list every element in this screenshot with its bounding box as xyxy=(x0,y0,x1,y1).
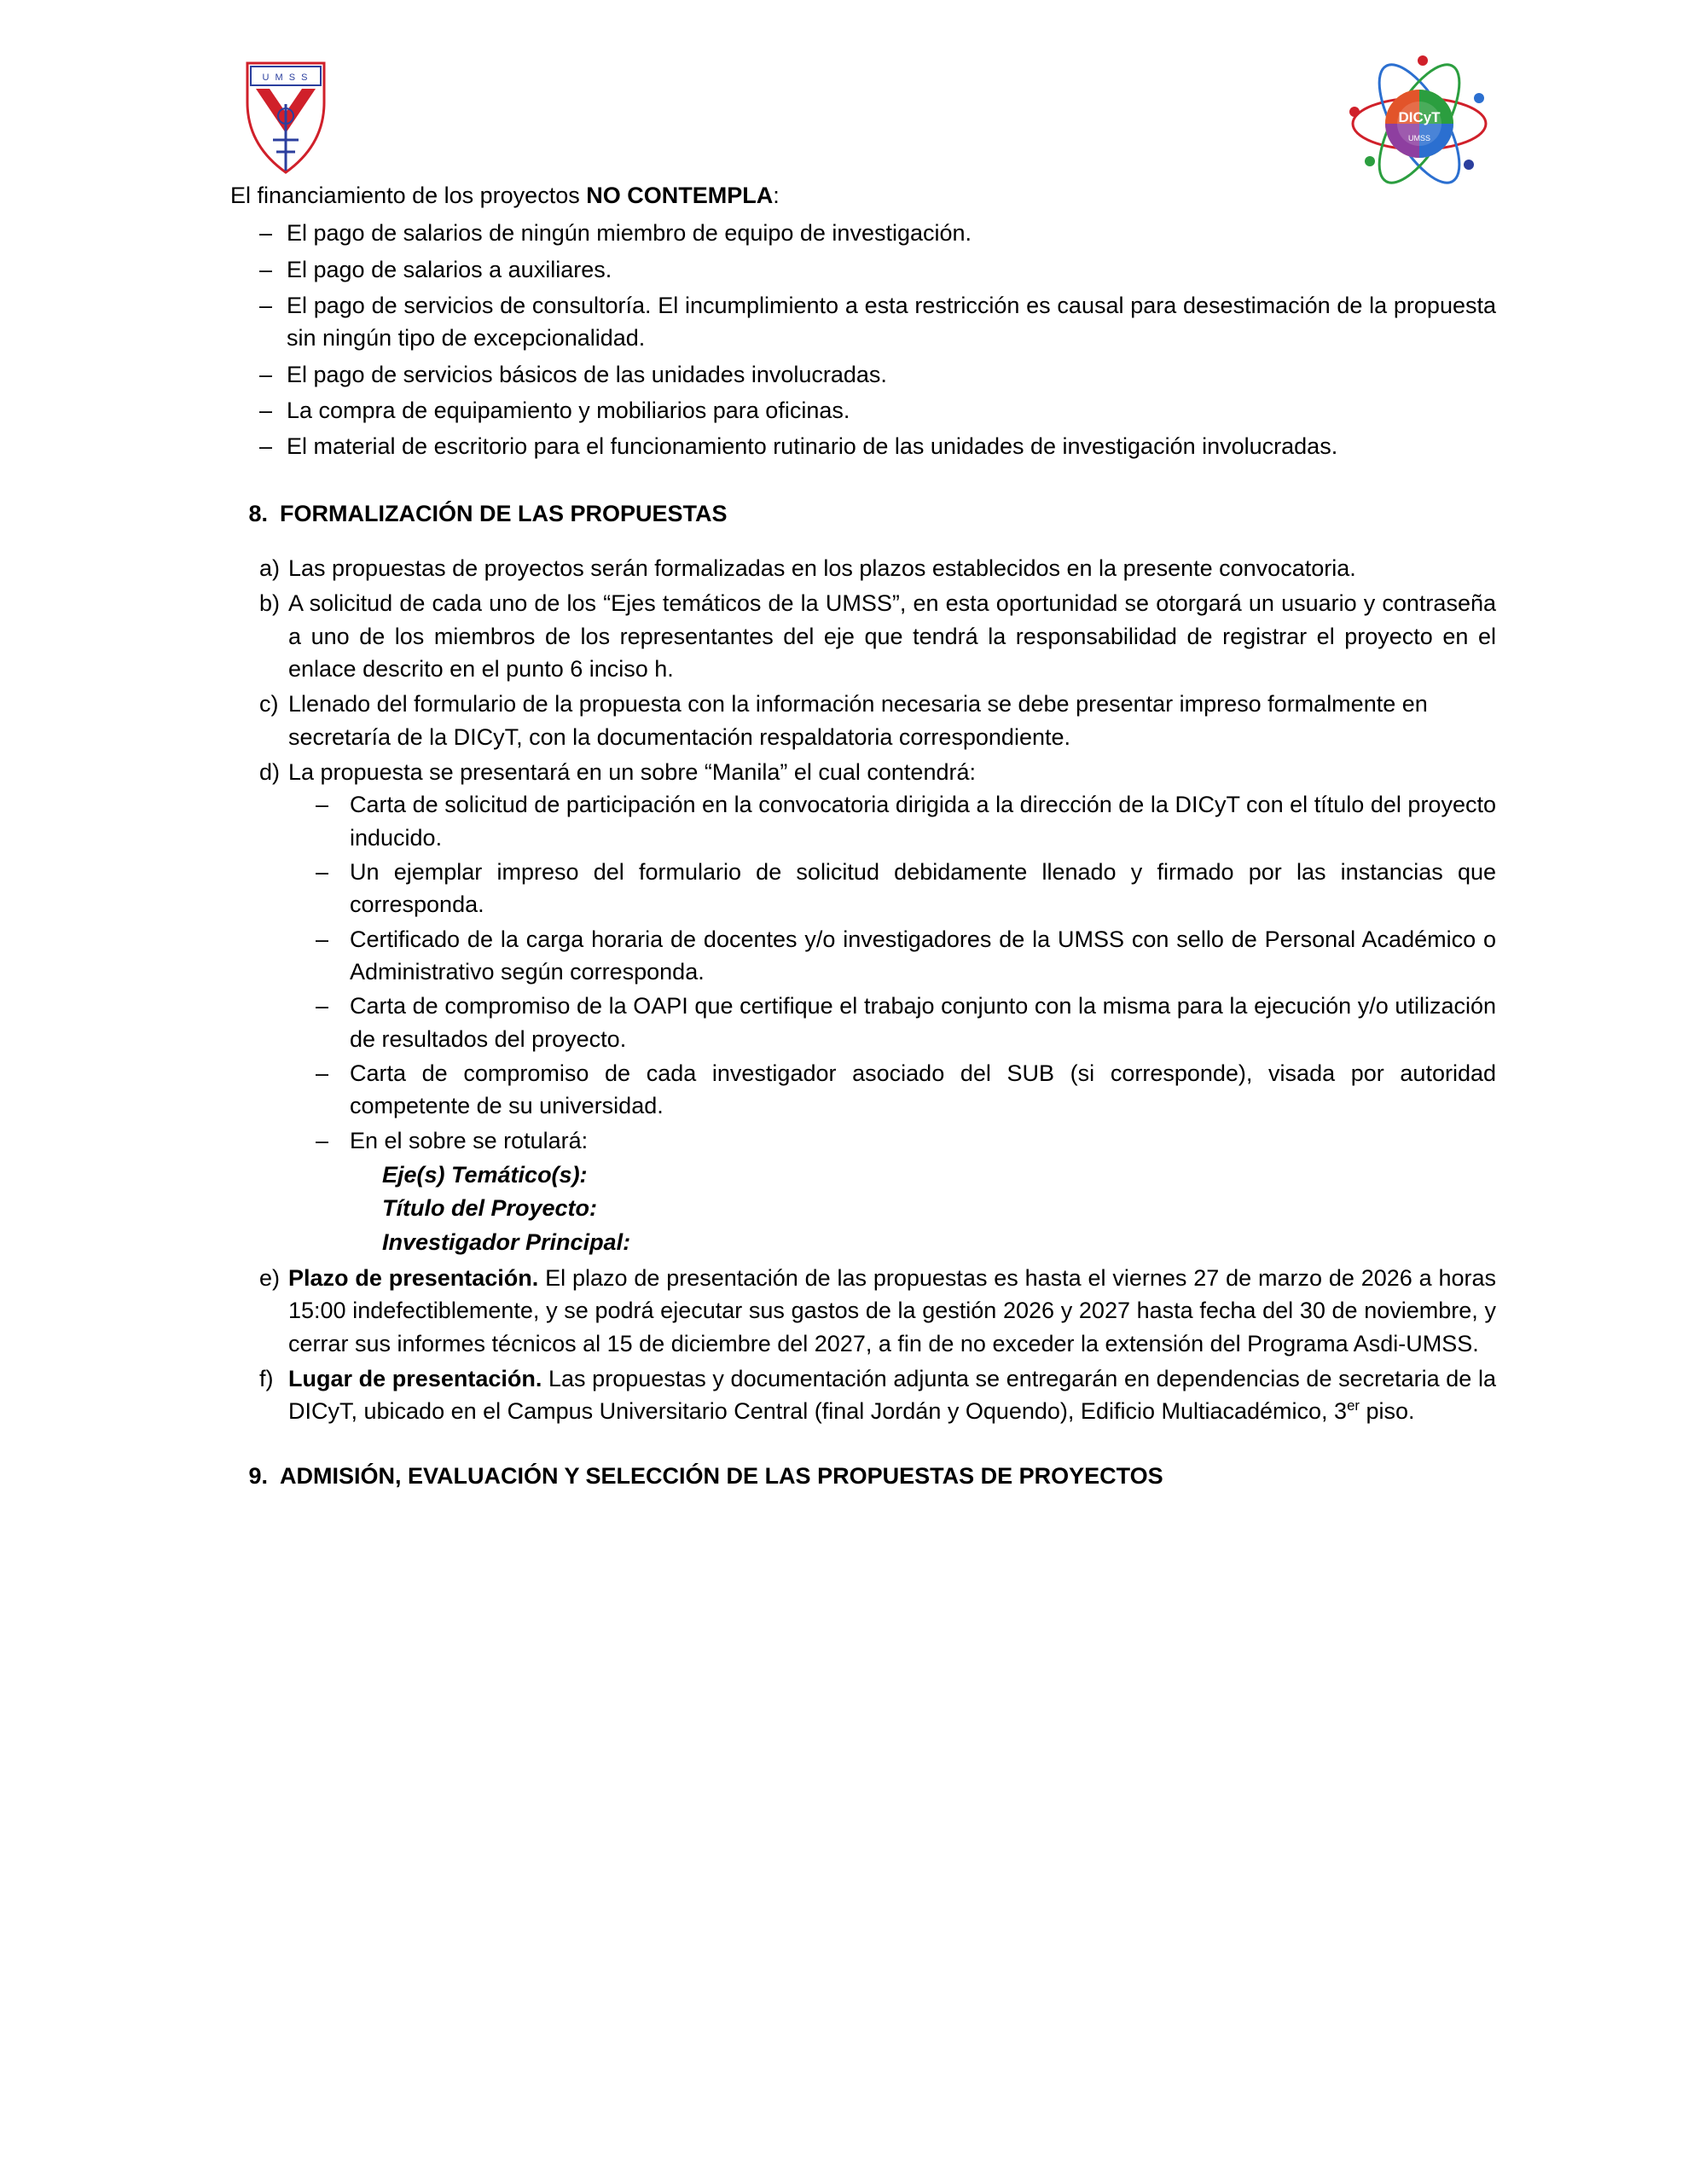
section-8-title: FORMALIZACIÓN DE LAS PROPUESTAS xyxy=(280,500,728,526)
list-item: – Certificado de la carga horaria de docentes y/o investigadores de la UMSS con sello de Personal Académico o Administrativo según corresponda. xyxy=(288,923,1496,989)
item-a-marker: a) xyxy=(259,555,281,581)
intro-prefix: El financiamiento de los proyectos xyxy=(230,183,587,208)
intro-suffix: : xyxy=(773,183,780,208)
item-f-marker: f) xyxy=(259,1365,274,1391)
list-item: – Carta de compromiso de cada investigador asociado del SUB (si corresponde), visada por autoridad competente de su universidad. xyxy=(288,1057,1496,1123)
item-d-text: La propuesta se presentará en un sobre “Manila” el cual contendrá: xyxy=(288,758,976,785)
section-9-number: 9. xyxy=(248,1463,268,1490)
item-a-text: Las propuestas de proyectos serán formalizadas en los plazos establecidos en la presente convocatoria. xyxy=(288,555,1356,581)
item-e xyxy=(230,1262,1496,1360)
item-e-text: El plazo de presentación de las propuestas es hasta el viernes 27 de marzo de 2026 a horas 15:00 indefectiblemente, y se podrá ejecutar sus gastos de la gestión 2026 y 2027 hasta fecha del 30 de noviembre, y cerrar sus informes técnicos al 15 de diciembre del 2027, a fin de no exceder la extensión del Programa Asdi-UMSS. xyxy=(288,1264,1497,1356)
item-f-ordinal-sup: er xyxy=(1347,1397,1360,1414)
item-d xyxy=(230,756,1496,1259)
item-c-text: Llenado del formulario de la propuesta con la información necesaria se debe presentar impreso formalmente en secretaría de la DICyT, con la documentación respaldatoria correspondiente. xyxy=(288,691,1428,750)
svg-text:UMSS: UMSS xyxy=(1407,134,1431,142)
dicyt-atom-icon xyxy=(1338,51,1500,196)
list-item: – El pago de salarios a auxiliares. xyxy=(230,253,1496,286)
section-8-items xyxy=(230,552,1496,1428)
svg-text:U M S S: U M S S xyxy=(262,73,310,83)
umss-shield-icon xyxy=(230,51,341,179)
item-c-marker: c) xyxy=(259,691,279,717)
item-c xyxy=(230,688,1496,753)
list-item: – La compra de equipamiento y mobiliarios para oficinas. xyxy=(230,394,1496,427)
item-b-text: A solicitud de cada uno de los “Ejes temáticos de la UMSS”, en esta oportunidad se otorgará un usuario y contraseña a uno de los miembros de los representantes del eje que tendrá la responsabilidad de registrar el proyecto en el enlace descrito en el punto 6 inciso h. xyxy=(288,590,1496,682)
section-9-heading xyxy=(230,1460,1496,1492)
item-e-marker: e) xyxy=(259,1264,281,1291)
item-f xyxy=(230,1362,1496,1428)
list-item: – El pago de salarios de ningún miembro de equipo de investigación. xyxy=(230,217,1496,249)
envelope-label-block xyxy=(382,1159,1496,1258)
list-item: – Carta de compromiso de la OAPI que certifique el trabajo conjunto con la misma para la ejecución y/o utilización de resultados del proyecto. xyxy=(288,990,1496,1055)
list-item: – El material de escritorio para el funcionamiento rutinario de las unidades de investigación involucradas. xyxy=(230,430,1496,462)
item-f-text-1: Las propuestas y documentación adjunta se entregarán en dependencias de secretaria de la DICyT, ubicado en el Campus Universitario Central (final Jordán y Oquendo), Edificio Multiacadémico, 3 xyxy=(288,1365,1496,1425)
item-a xyxy=(230,552,1496,584)
item-b xyxy=(230,587,1496,685)
label-eje-tematico: Eje(s) Temático(s): xyxy=(382,1161,588,1188)
label-titulo-proyecto: Título del Proyecto: xyxy=(382,1195,598,1222)
label-investigador-principal: Investigador Principal: xyxy=(382,1228,631,1255)
svg-text:DICyT: DICyT xyxy=(1398,109,1441,125)
list-item: – El pago de servicios de consultoría. El incumplimiento a esta restricción es causal para desestimación de la propuesta sin ningún tipo de excepcionalidad. xyxy=(230,289,1496,355)
list-item: – En el sobre se rotulará: xyxy=(288,1124,1496,1157)
item-b-marker: b) xyxy=(259,590,281,617)
list-item: – El pago de servicios básicos de las unidades involucradas. xyxy=(230,358,1496,391)
item-f-lead: Lugar de presentación. xyxy=(288,1365,542,1391)
item-d-sub-list xyxy=(288,788,1496,1157)
intro-bold: NO CONTEMPLA xyxy=(586,183,774,208)
intro-paragraph xyxy=(230,179,1496,212)
list-item: – Carta de solicitud de participación en la convocatoria dirigida a la dirección de la DICyT con el título del proyecto inducido. xyxy=(288,788,1496,854)
section-9-title: ADMISIÓN, EVALUACIÓN Y SELECCIÓN DE LAS PROPUESTAS DE PROYECTOS xyxy=(280,1463,1163,1490)
list-item: – Un ejemplar impreso del formulario de solicitud debidamente llenado y firmado por las instancias que corresponda. xyxy=(288,856,1496,921)
section-8-number: 8. xyxy=(248,500,268,526)
section-8-heading xyxy=(230,497,1496,530)
item-d-marker: d) xyxy=(259,758,281,785)
not-covered-list xyxy=(230,217,1496,462)
item-e-lead: Plazo de presentación. xyxy=(288,1264,539,1291)
page-header xyxy=(0,0,1688,171)
item-f-text-2: piso. xyxy=(1359,1398,1415,1425)
document-body xyxy=(0,171,1688,1493)
